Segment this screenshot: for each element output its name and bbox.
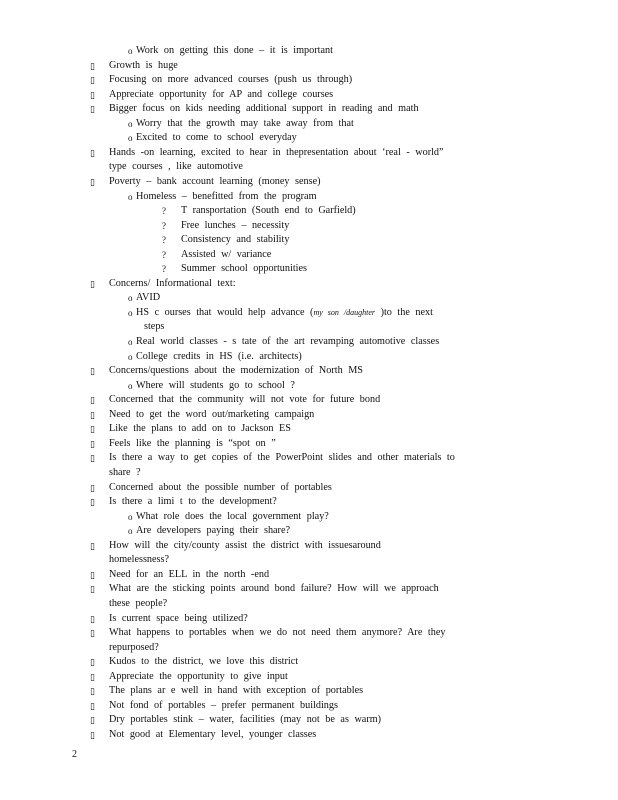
note-text: these people?	[109, 597, 168, 609]
note-text: Appreciate the opportunity to give input	[109, 670, 288, 682]
note-text: Is there a limi t to the development?	[109, 496, 277, 508]
note-text: What happens to portables when we do not need them anymore? Are they	[109, 627, 446, 638]
sub-bullet-icon: o	[128, 351, 133, 362]
bullet-icon: ▯	[90, 104, 95, 115]
page-number: 2	[72, 749, 77, 760]
sub-bullet-icon: o	[128, 526, 133, 537]
note-text: Not good at Elementary level, younger classes	[109, 728, 317, 740]
bullet-icon: ▯	[90, 584, 95, 595]
bullet-icon: ▯	[90, 409, 95, 420]
note-text: Not fond of portables – prefer permanent buildings	[109, 699, 338, 711]
bullet-icon: ▯	[90, 497, 95, 508]
note-text: Need to get the word out/marketing campaign	[109, 408, 315, 420]
note-text: repurposed?	[109, 641, 159, 653]
note-text: What are the sticking points around bond failure? How will we approach	[109, 583, 439, 595]
note-text: Free lunches – necessity	[181, 219, 290, 231]
sub-bullet-icon: o	[128, 307, 133, 318]
note-text-tail: )to the next	[375, 306, 433, 318]
bullet-icon: ▯	[90, 715, 95, 726]
note-text: Concerned about the possible number of portables	[109, 481, 332, 493]
bullet-icon: ▯	[90, 89, 95, 100]
bullet-icon: ▯	[90, 729, 95, 740]
note-text: What role does the local government play?	[136, 510, 329, 522]
note-text: Concerned that the community will not vote for future bond	[109, 394, 381, 406]
note-text: Poverty – bank account learning (money sense)	[109, 176, 321, 187]
note-text: College credits in HS (i.e. architects)	[136, 350, 302, 362]
bullet-icon: ▯	[90, 686, 95, 697]
bullet-icon: ▯	[90, 278, 95, 289]
bullet-icon: ▯	[90, 671, 95, 682]
sub-sub-bullet-icon: ?	[162, 220, 166, 231]
note-text: Growth is huge	[109, 59, 178, 71]
sub-bullet-icon: o	[128, 46, 133, 56]
note-text: Need for an ELL in the north -end	[109, 568, 270, 580]
sub-bullet-icon: o	[128, 191, 133, 202]
bullet-icon: ▯	[90, 75, 95, 86]
note-text: Kudos to the district, we love this district	[109, 656, 299, 668]
bullet-icon: ▯	[90, 424, 95, 435]
sub-bullet-icon: o	[128, 380, 133, 391]
sub-sub-bullet-icon: ?	[162, 249, 166, 260]
note-text: AVID	[136, 292, 161, 304]
bullet-icon: ▯	[90, 657, 95, 668]
sub-bullet-icon: o	[128, 133, 133, 144]
sub-bullet-icon: o	[128, 293, 133, 304]
note-text: Concerns/ Informational text:	[109, 277, 236, 289]
bullet-icon: ▯	[90, 613, 95, 624]
sub-bullet-icon: o	[128, 118, 133, 129]
note-text: Are developers paying their share?	[136, 525, 290, 537]
note-text: Appreciate opportunity for AP and college courses	[109, 88, 334, 100]
note-text: Summer school opportunities	[181, 263, 307, 275]
note-text: Worry that the growth may take away from that	[136, 117, 354, 129]
sub-sub-bullet-icon: ?	[162, 264, 166, 275]
bullet-icon: ▯	[90, 700, 95, 711]
bullet-icon: ▯	[90, 147, 95, 158]
bullet-icon: ▯	[90, 569, 95, 580]
note-text: Is current space being utilized?	[109, 612, 248, 624]
note-text: Consistency and stability	[181, 234, 290, 246]
sub-bullet-icon: o	[128, 337, 133, 347]
note-text: Work on getting this done – it is important	[136, 45, 333, 56]
note-text: Real world classes - s tate of the art revamping automotive classes	[136, 336, 440, 347]
note-text: The plans ar e well in hand with exception of portables	[109, 685, 364, 697]
note-text: Excited to come to school everyday	[136, 132, 297, 144]
note-text: Focusing on more advanced courses (push us through)	[109, 74, 353, 86]
sub-bullet-icon: o	[128, 511, 133, 522]
bullet-icon: ▯	[90, 453, 95, 464]
sub-sub-bullet-icon: ?	[162, 206, 166, 217]
bullet-icon: ▯	[90, 438, 95, 449]
note-text: Is there a way to get copies of the PowerPoint slides and other materials to	[109, 452, 455, 464]
bullet-icon: ▯	[90, 366, 95, 377]
note-text: Like the plans to add on to Jackson ES	[109, 423, 291, 435]
note-text: Feels like the planning is “spot on ”	[109, 437, 276, 449]
bullet-icon: ▯	[90, 177, 95, 187]
note-text: T ransportation (South end to Garfield)	[181, 205, 356, 217]
note-text: How will the city/county assist the district with issuesaround	[109, 539, 381, 551]
note-text: Concerns/questions about the modernization of North MS	[109, 365, 363, 377]
note-text: Homeless – benefitted from the program	[136, 190, 317, 202]
bullet-icon: ▯	[90, 395, 95, 406]
note-text: type courses , like automotive	[109, 161, 243, 173]
note-text: steps	[144, 321, 165, 333]
sub-sub-bullet-icon: ?	[162, 235, 166, 246]
note-text: Where will students go to school ?	[136, 379, 295, 391]
note-text: Dry portables stink – water, facilities (may not be as warm)	[109, 714, 382, 726]
note-text: share ?	[109, 467, 141, 478]
bullet-icon: ▯	[90, 482, 95, 493]
note-text: HS c ourses that would help advance (my son /daughter )to the next	[136, 306, 433, 318]
note-text: homelessness?	[109, 554, 169, 566]
bullet-icon: ▯	[90, 60, 95, 71]
bullet-icon: ▯	[90, 540, 95, 551]
note-text: Hands -on learning, excited to hear in thepresentation about ‘real - world”	[109, 146, 444, 158]
note-text: Bigger focus on kids needing additional support in reading and math	[109, 103, 419, 115]
note-text: Assisted w/ variance	[181, 248, 272, 260]
note-italic-text: my son /daughter	[313, 307, 376, 317]
bullet-icon: ▯	[90, 628, 95, 638]
